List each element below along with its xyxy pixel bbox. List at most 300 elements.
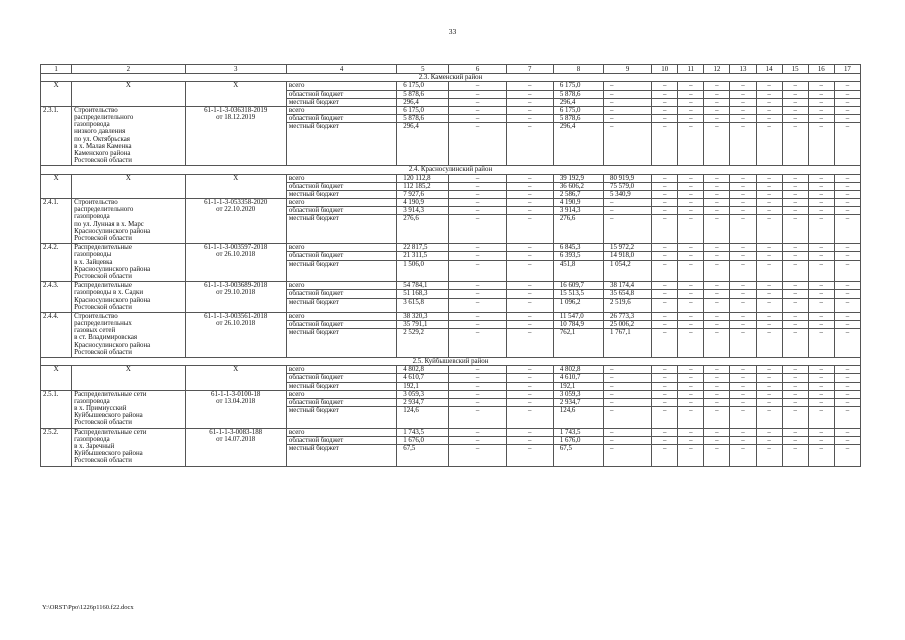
value-cell: – [604, 207, 652, 215]
value-cell: – [704, 321, 730, 329]
value-cell: 39 192,9 [553, 174, 603, 182]
value-cell: – [730, 82, 756, 90]
value-cell: 4 802,8 [397, 366, 449, 374]
summary-x-cell: X [41, 82, 72, 107]
value-cell: – [756, 374, 782, 382]
value-cell: – [730, 321, 756, 329]
column-number: 10 [652, 65, 678, 74]
value-cell: – [604, 428, 652, 436]
value-cell: – [678, 382, 704, 390]
value-cell: 26 773,3 [604, 312, 652, 320]
value-cell: 4 802,8 [553, 366, 603, 374]
item-code-line: от 18.12.2019 [216, 114, 256, 122]
value-cell: 3 059,3 [397, 390, 449, 398]
item-name-line: Куйбышевского района [74, 450, 143, 458]
value-cell: 1 676,0 [397, 436, 449, 444]
value-cell: 14 918,0 [604, 252, 652, 260]
item-name [72, 199, 185, 244]
value-cell: – [808, 321, 834, 329]
summary-row [41, 174, 861, 182]
value-cell: – [506, 190, 553, 198]
item-name-line: в х. Малая Каменка [74, 142, 132, 150]
value-cell: – [704, 298, 730, 312]
value-cell: – [604, 123, 652, 166]
value-cell: – [834, 290, 860, 298]
value-cell: – [678, 321, 704, 329]
item-name-line: Ростовской области [74, 419, 132, 427]
item-name-line: Красносулинского района [74, 227, 151, 235]
value-cell: – [808, 282, 834, 290]
value-cell: – [756, 123, 782, 166]
value-cell: – [506, 374, 553, 382]
column-number: 16 [808, 65, 834, 74]
item-code-line: 61-1-1-3-0100-18 [211, 390, 261, 398]
value-cell: 124,6 [397, 407, 449, 429]
funding-type: областной бюджет [286, 374, 396, 382]
value-cell: – [782, 123, 808, 166]
value-cell: – [449, 428, 506, 436]
value-cell: – [834, 366, 860, 374]
section-title-row [41, 358, 861, 366]
value-cell: – [756, 428, 782, 436]
item-name-line: Куйбышевского района [74, 412, 143, 420]
value-cell: – [678, 298, 704, 312]
value-cell: 4 190,9 [553, 199, 603, 207]
column-number: 13 [730, 65, 756, 74]
value-cell: – [808, 374, 834, 382]
value-cell: – [808, 260, 834, 282]
value-cell: – [782, 106, 808, 114]
column-number: 7 [506, 65, 553, 74]
item-name-line: Распределительные [74, 282, 132, 290]
value-cell: – [782, 199, 808, 207]
value-cell: – [678, 82, 704, 90]
value-cell: 6 175,0 [553, 106, 603, 114]
section-title: 2.4. Красносулинский район [41, 166, 861, 174]
value-cell: 67,5 [397, 445, 449, 467]
value-cell: – [808, 207, 834, 215]
value-cell: – [449, 207, 506, 215]
item-name [72, 390, 185, 428]
item-name-line: Красносулинского района [74, 265, 151, 273]
item-name-line: Ростовской области [74, 157, 132, 165]
value-cell: – [506, 407, 553, 429]
value-cell: – [678, 436, 704, 444]
value-cell: – [506, 260, 553, 282]
funding-type: областной бюджет [286, 207, 396, 215]
value-cell: – [678, 123, 704, 166]
value-cell: – [704, 90, 730, 98]
item-name-line: низкого давления [74, 128, 126, 136]
value-cell: – [604, 106, 652, 114]
column-number: 12 [704, 65, 730, 74]
value-cell: – [506, 321, 553, 329]
value-cell: – [730, 329, 756, 358]
item-code-line: от 26.10.2018 [216, 251, 256, 259]
value-cell: – [449, 260, 506, 282]
item-name [72, 106, 185, 166]
item-row [41, 106, 861, 114]
value-cell: – [704, 398, 730, 406]
value-cell: – [704, 312, 730, 320]
value-cell: – [506, 366, 553, 374]
item-code [185, 244, 286, 282]
value-cell: 4 610,7 [397, 374, 449, 382]
value-cell: 5 878,6 [553, 90, 603, 98]
item-name-line: газопровода [74, 397, 110, 405]
value-cell: – [704, 244, 730, 252]
value-cell: – [756, 182, 782, 190]
summary-row [41, 366, 861, 374]
value-cell: – [449, 290, 506, 298]
value-cell: – [652, 374, 678, 382]
item-number: 2.5.1. [41, 390, 72, 428]
value-cell: – [704, 374, 730, 382]
item-name-line: Ростовской области [74, 234, 132, 242]
item-name-line: по ул. Лунная в х. Марс [74, 220, 144, 228]
value-cell: – [834, 252, 860, 260]
value-cell: – [808, 182, 834, 190]
item-name-line: распределительного [74, 206, 134, 214]
value-cell: – [808, 366, 834, 374]
item-number: 2.4.3. [41, 282, 72, 313]
value-cell: 6 175,0 [553, 82, 603, 90]
item-name-line: в х. Заречный [74, 443, 115, 450]
value-cell: – [652, 290, 678, 298]
value-cell: – [756, 321, 782, 329]
item-code-line: от 14.07.2018 [216, 435, 256, 443]
summary-x-cell: X [185, 82, 286, 107]
value-cell: 124,6 [553, 407, 603, 429]
value-cell: – [730, 123, 756, 166]
value-cell: 5 878,6 [553, 115, 603, 123]
value-cell: 296,4 [553, 98, 603, 106]
column-number: 3 [185, 65, 286, 74]
value-cell: – [678, 215, 704, 244]
value-cell: – [449, 445, 506, 467]
value-cell: – [604, 398, 652, 406]
value-cell: – [704, 190, 730, 198]
value-cell: – [449, 252, 506, 260]
value-cell: – [604, 215, 652, 244]
funding-type: областной бюджет [286, 90, 396, 98]
value-cell: – [652, 82, 678, 90]
funding-type: местный бюджет [286, 407, 396, 429]
funding-type: местный бюджет [286, 329, 396, 358]
column-number: 4 [286, 65, 396, 74]
value-cell: – [678, 115, 704, 123]
value-cell: – [652, 321, 678, 329]
value-cell: – [782, 329, 808, 358]
value-cell: – [756, 207, 782, 215]
value-cell: – [756, 260, 782, 282]
value-cell: – [834, 90, 860, 98]
value-cell: – [678, 207, 704, 215]
value-cell: – [652, 436, 678, 444]
value-cell: – [704, 366, 730, 374]
value-cell: – [834, 207, 860, 215]
value-cell: – [782, 290, 808, 298]
value-cell: – [704, 260, 730, 282]
value-cell: – [756, 190, 782, 198]
value-cell: – [834, 98, 860, 106]
item-code-line: от 29.10.2018 [216, 289, 256, 297]
column-number: 17 [834, 65, 860, 74]
value-cell: – [756, 398, 782, 406]
column-number: 9 [604, 65, 652, 74]
value-cell: – [652, 312, 678, 320]
value-cell: – [808, 199, 834, 207]
value-cell: – [730, 199, 756, 207]
value-cell: 6 845,3 [553, 244, 603, 252]
value-cell: – [449, 90, 506, 98]
item-code [185, 106, 286, 166]
value-cell: – [506, 390, 553, 398]
item-name-line: газопровода [74, 213, 110, 221]
funding-type: местный бюджет [286, 98, 396, 106]
value-cell: – [449, 174, 506, 182]
value-cell: – [730, 374, 756, 382]
value-cell: – [704, 329, 730, 358]
value-cell: – [506, 182, 553, 190]
item-name-line: Красносулинского района [74, 296, 151, 304]
value-cell: – [808, 298, 834, 312]
value-cell: – [808, 174, 834, 182]
section-title: 2.3. Каменский район [41, 74, 861, 82]
value-cell: 75 579,0 [604, 182, 652, 190]
value-cell: – [506, 174, 553, 182]
value-cell: – [782, 398, 808, 406]
value-cell: – [678, 252, 704, 260]
item-name-line: газопроводы в х. Садки [74, 289, 144, 297]
value-cell: – [782, 260, 808, 282]
funding-type: местный бюджет [286, 215, 396, 244]
value-cell: – [782, 282, 808, 290]
value-cell: – [704, 407, 730, 429]
value-cell: – [834, 199, 860, 207]
value-cell: – [730, 182, 756, 190]
value-cell: 2 586,7 [553, 190, 603, 198]
value-cell: – [506, 445, 553, 467]
column-number: 14 [756, 65, 782, 74]
value-cell: – [449, 182, 506, 190]
value-cell: – [756, 366, 782, 374]
value-cell: – [678, 374, 704, 382]
value-cell: – [730, 244, 756, 252]
value-cell: – [506, 298, 553, 312]
value-cell: – [808, 445, 834, 467]
value-cell: 296,4 [553, 123, 603, 166]
item-code-line: 61-1-1-3-053358-2020 [204, 199, 268, 207]
funding-type: местный бюджет [286, 190, 396, 198]
value-cell: – [730, 436, 756, 444]
value-cell: – [756, 390, 782, 398]
value-cell: – [604, 436, 652, 444]
value-cell: – [834, 182, 860, 190]
value-cell: 296,4 [397, 123, 449, 166]
section-title-row [41, 166, 861, 174]
value-cell: – [604, 82, 652, 90]
value-cell: – [834, 428, 860, 436]
funding-type: местный бюджет [286, 382, 396, 390]
value-cell: – [730, 366, 756, 374]
value-cell: 80 919,9 [604, 174, 652, 182]
value-cell: – [704, 282, 730, 290]
value-cell: – [756, 106, 782, 114]
item-row [41, 244, 861, 252]
item-number: 2.4.1. [41, 199, 72, 244]
value-cell: – [652, 445, 678, 467]
item-number: 2.4.4. [41, 312, 72, 357]
value-cell: 1 743,5 [397, 428, 449, 436]
value-cell: 1 743,5 [553, 428, 603, 436]
value-cell: – [604, 382, 652, 390]
value-cell: – [506, 106, 553, 114]
value-cell: – [834, 374, 860, 382]
summary-row [41, 82, 861, 90]
value-cell: 6 393,5 [553, 252, 603, 260]
summary-x-cell: X [185, 366, 286, 391]
value-cell: – [834, 398, 860, 406]
value-cell: – [808, 290, 834, 298]
value-cell: – [506, 123, 553, 166]
value-cell: – [782, 366, 808, 374]
value-cell: – [678, 190, 704, 198]
value-cell: – [756, 98, 782, 106]
value-cell: – [756, 312, 782, 320]
summary-x-cell: X [72, 82, 185, 107]
value-cell: – [678, 428, 704, 436]
item-number: 2.5.2. [41, 428, 72, 466]
value-cell: – [704, 215, 730, 244]
value-cell: – [730, 174, 756, 182]
item-name-line: по ул. Октябрьская [74, 135, 130, 143]
value-cell: – [756, 82, 782, 90]
value-cell: – [652, 106, 678, 114]
item-name-line: распределительного [74, 114, 134, 122]
value-cell: – [449, 436, 506, 444]
value-cell: 192,1 [397, 382, 449, 390]
item-code-line: 61-1-1-3-0083-188 [209, 428, 263, 436]
value-cell: – [704, 199, 730, 207]
value-cell: 3 059,3 [553, 390, 603, 398]
value-cell: 1 096,2 [553, 298, 603, 312]
summary-x-cell: X [185, 174, 286, 199]
value-cell: – [730, 298, 756, 312]
value-cell: – [506, 436, 553, 444]
value-cell: 35 654,8 [604, 290, 652, 298]
item-name-line: газопроводы [74, 251, 112, 259]
value-cell: – [506, 398, 553, 406]
value-cell: – [782, 174, 808, 182]
value-cell: – [449, 366, 506, 374]
value-cell: – [604, 390, 652, 398]
value-cell: – [782, 321, 808, 329]
value-cell: – [652, 407, 678, 429]
value-cell: – [730, 252, 756, 260]
value-cell: – [678, 174, 704, 182]
value-cell: – [449, 382, 506, 390]
value-cell: 6 175,0 [397, 106, 449, 114]
value-cell: – [449, 329, 506, 358]
item-name-line: Ростовской области [74, 348, 132, 356]
value-cell: – [652, 329, 678, 358]
column-number: 11 [678, 65, 704, 74]
value-cell: 2 934,7 [397, 398, 449, 406]
value-cell: – [652, 190, 678, 198]
value-cell: – [678, 260, 704, 282]
value-cell: – [678, 282, 704, 290]
value-cell: 25 006,2 [604, 321, 652, 329]
value-cell: – [652, 199, 678, 207]
value-cell: – [756, 445, 782, 467]
value-cell: – [652, 215, 678, 244]
value-cell: – [756, 282, 782, 290]
value-cell: – [834, 123, 860, 166]
value-cell: 7 927,6 [397, 190, 449, 198]
value-cell: – [652, 282, 678, 290]
item-code [185, 390, 286, 428]
value-cell: – [506, 82, 553, 90]
value-cell: – [834, 115, 860, 123]
value-cell: – [730, 106, 756, 114]
value-cell: – [834, 215, 860, 244]
value-cell: 21 311,5 [397, 252, 449, 260]
value-cell: – [652, 182, 678, 190]
value-cell: – [449, 298, 506, 312]
value-cell: 11 547,0 [553, 312, 603, 320]
value-cell: 192,1 [553, 382, 603, 390]
value-cell: – [449, 190, 506, 198]
value-cell: – [808, 329, 834, 358]
value-cell: 276,6 [553, 215, 603, 244]
item-code-line: от 13.04.2018 [216, 397, 256, 405]
section-title: 2.5. Куйбышевский район [41, 358, 861, 366]
value-cell: – [652, 98, 678, 106]
value-cell: – [782, 390, 808, 398]
value-cell: – [756, 252, 782, 260]
item-name-line: газопровода [74, 435, 110, 443]
value-cell: 2 529,2 [397, 329, 449, 358]
funding-type: областной бюджет [286, 182, 396, 190]
value-cell: 5 878,6 [397, 115, 449, 123]
value-cell: 54 784,1 [397, 282, 449, 290]
value-cell: – [834, 244, 860, 252]
value-cell: – [506, 282, 553, 290]
value-cell: 1 676,0 [553, 436, 603, 444]
value-cell: – [756, 298, 782, 312]
value-cell: 5 340,9 [604, 190, 652, 198]
item-name-line: Ростовской области [74, 457, 132, 465]
value-cell: – [704, 290, 730, 298]
value-cell: – [704, 123, 730, 166]
value-cell: – [652, 298, 678, 312]
value-cell: – [652, 90, 678, 98]
value-cell: 1 506,0 [397, 260, 449, 282]
value-cell: – [730, 407, 756, 429]
value-cell: – [834, 390, 860, 398]
funding-type: всего [286, 282, 396, 290]
value-cell: – [808, 428, 834, 436]
value-cell: – [652, 398, 678, 406]
value-cell: – [506, 199, 553, 207]
value-cell: – [834, 282, 860, 290]
value-cell: – [652, 252, 678, 260]
value-cell: – [652, 390, 678, 398]
value-cell: – [834, 436, 860, 444]
value-cell: – [652, 244, 678, 252]
value-cell: – [808, 407, 834, 429]
